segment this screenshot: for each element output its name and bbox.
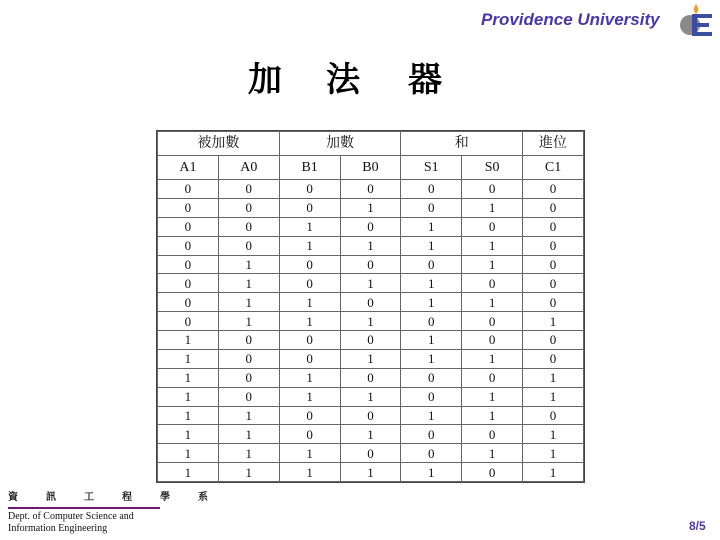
table-body	[158, 180, 584, 482]
table-cell: 1	[279, 368, 340, 387]
table-row	[158, 387, 584, 406]
title-char-2: 法	[326, 60, 360, 100]
table-cell: 1	[340, 349, 401, 368]
table-cell: 0	[218, 368, 279, 387]
dept-char: 訊	[46, 492, 56, 503]
table-cell: 1	[401, 349, 462, 368]
table-cell: 1	[340, 312, 401, 331]
table-cell: 0	[279, 331, 340, 350]
table-cell: 0	[279, 180, 340, 199]
table-cell: 1	[462, 255, 523, 274]
table-cell: 0	[340, 293, 401, 312]
table-cell: 1	[218, 255, 279, 274]
title-char-3: 器	[408, 60, 442, 100]
table-cell: 0	[158, 180, 219, 199]
university-logo-icon	[676, 2, 716, 38]
table-cell: 0	[462, 312, 523, 331]
table-cell: 0	[218, 349, 279, 368]
table-cell: 0	[401, 425, 462, 444]
table-cell: 1	[401, 293, 462, 312]
table-cell: 1	[523, 463, 584, 482]
table-cell: 0	[401, 444, 462, 463]
title-char-1: 加	[248, 60, 282, 100]
table-cell: 1	[462, 236, 523, 255]
table-row	[158, 255, 584, 274]
table-cell: 1	[401, 406, 462, 425]
table-cell: 0	[279, 274, 340, 293]
department-english	[8, 511, 134, 535]
table-row	[158, 368, 584, 387]
table-cell: 0	[218, 387, 279, 406]
page-number: 8/5	[689, 519, 706, 533]
group-header-row	[158, 132, 584, 156]
table-cell: 0	[158, 236, 219, 255]
table-cell: 1	[462, 444, 523, 463]
dept-char: 系	[198, 492, 208, 503]
table-cell: 1	[218, 406, 279, 425]
table-row	[158, 217, 584, 236]
dept-char: 程	[122, 492, 132, 503]
table-cell: 0	[340, 180, 401, 199]
table-cell: 1	[523, 387, 584, 406]
table-cell: 1	[401, 331, 462, 350]
table-cell: 1	[158, 349, 219, 368]
table-cell: 0	[523, 217, 584, 236]
table-cell: 0	[218, 198, 279, 217]
table-cell: 1	[279, 236, 340, 255]
table-cell: 0	[218, 331, 279, 350]
table-cell: 1	[279, 217, 340, 236]
column-header-row	[158, 156, 584, 180]
table-cell: 0	[340, 331, 401, 350]
table-cell: 1	[401, 217, 462, 236]
table-cell: 0	[523, 236, 584, 255]
table-cell: 0	[279, 425, 340, 444]
table-cell: 1	[462, 198, 523, 217]
column-header: S1	[401, 156, 462, 180]
table-cell: 1	[279, 463, 340, 482]
table-cell: 0	[340, 217, 401, 236]
column-header: A1	[158, 156, 219, 180]
table-cell: 0	[462, 331, 523, 350]
table-cell: 1	[218, 312, 279, 331]
table-cell: 0	[218, 180, 279, 199]
group-header-augend: 被加數	[158, 132, 280, 156]
page-title	[248, 52, 442, 101]
table-cell: 0	[401, 312, 462, 331]
table-cell: 0	[158, 293, 219, 312]
table-cell: 1	[279, 312, 340, 331]
table-cell: 1	[218, 274, 279, 293]
column-header: B0	[340, 156, 401, 180]
table-cell: 1	[462, 349, 523, 368]
dept-char: 工	[84, 492, 94, 503]
table-cell: 1	[523, 312, 584, 331]
table-cell: 0	[279, 255, 340, 274]
table-row	[158, 312, 584, 331]
table-cell: 1	[523, 444, 584, 463]
dept-line-2: Information Engineering	[8, 523, 108, 534]
table-cell: 0	[523, 274, 584, 293]
table-cell: 0	[158, 274, 219, 293]
table-cell: 0	[523, 293, 584, 312]
table-cell: 0	[523, 255, 584, 274]
table-row	[158, 444, 584, 463]
table-cell: 1	[158, 425, 219, 444]
table-cell: 0	[523, 349, 584, 368]
group-header-carry: 進位	[523, 132, 584, 156]
table-cell: 1	[401, 236, 462, 255]
table-cell: 1	[523, 368, 584, 387]
table-row	[158, 425, 584, 444]
table-row	[158, 198, 584, 217]
table-cell: 0	[158, 312, 219, 331]
university-name: Providence University	[481, 10, 660, 29]
table-cell: 1	[340, 463, 401, 482]
column-header: B1	[279, 156, 340, 180]
table-cell: 1	[279, 387, 340, 406]
table-cell: 0	[462, 425, 523, 444]
table-cell: 1	[158, 444, 219, 463]
table-cell: 0	[218, 217, 279, 236]
table-cell: 0	[401, 255, 462, 274]
table-row	[158, 236, 584, 255]
table-cell: 1	[158, 368, 219, 387]
table-cell: 0	[158, 217, 219, 236]
table-row	[158, 406, 584, 425]
table-cell: 1	[340, 387, 401, 406]
table-cell: 1	[401, 274, 462, 293]
table-cell: 0	[401, 180, 462, 199]
table-cell: 0	[401, 368, 462, 387]
table-cell: 0	[279, 406, 340, 425]
table-cell: 0	[340, 255, 401, 274]
dept-line-1: Dept. of Computer Science and	[8, 511, 134, 522]
table-cell: 1	[218, 293, 279, 312]
table-cell: 1	[340, 198, 401, 217]
table-cell: 1	[218, 463, 279, 482]
table-cell: 1	[340, 274, 401, 293]
table-cell: 0	[340, 406, 401, 425]
table-cell: 1	[340, 425, 401, 444]
table-row	[158, 293, 584, 312]
table-cell: 1	[462, 406, 523, 425]
table-cell: 1	[158, 387, 219, 406]
table-cell: 1	[462, 387, 523, 406]
table-cell: 0	[340, 368, 401, 387]
table-cell: 1	[279, 444, 340, 463]
table-cell: 0	[279, 198, 340, 217]
table-cell: 0	[158, 255, 219, 274]
dept-char: 資	[8, 492, 18, 503]
column-header: S0	[462, 156, 523, 180]
table-cell: 1	[218, 425, 279, 444]
table-cell: 1	[218, 444, 279, 463]
table-cell: 1	[340, 236, 401, 255]
table-cell: 0	[401, 198, 462, 217]
table-cell: 0	[462, 274, 523, 293]
table-cell: 0	[279, 349, 340, 368]
table-cell: 1	[158, 406, 219, 425]
footer-divider	[8, 507, 160, 509]
table-cell: 0	[462, 217, 523, 236]
table-row	[158, 331, 584, 350]
dept-char: 學	[160, 492, 170, 503]
department-chinese	[8, 488, 236, 503]
table-row	[158, 463, 584, 482]
table-cell: 0	[523, 180, 584, 199]
table-cell: 1	[158, 463, 219, 482]
table-cell: 0	[401, 387, 462, 406]
column-header: C1	[523, 156, 584, 180]
adder-truth-table	[156, 130, 585, 483]
table-cell: 1	[158, 331, 219, 350]
table-cell: 0	[158, 198, 219, 217]
table-row	[158, 274, 584, 293]
column-header: A0	[218, 156, 279, 180]
table-cell: 1	[279, 293, 340, 312]
table-row	[158, 349, 584, 368]
table-cell: 0	[462, 463, 523, 482]
table-cell: 0	[218, 236, 279, 255]
table-cell: 1	[401, 463, 462, 482]
group-header-addend: 加數	[279, 132, 401, 156]
table-cell: 0	[523, 406, 584, 425]
table-cell: 0	[340, 444, 401, 463]
table-cell: 1	[462, 293, 523, 312]
table-cell: 0	[523, 331, 584, 350]
table-cell: 0	[523, 198, 584, 217]
table-cell: 1	[523, 425, 584, 444]
table-row	[158, 180, 584, 199]
table-cell: 0	[462, 180, 523, 199]
group-header-sum: 和	[401, 132, 523, 156]
table-cell: 0	[462, 368, 523, 387]
